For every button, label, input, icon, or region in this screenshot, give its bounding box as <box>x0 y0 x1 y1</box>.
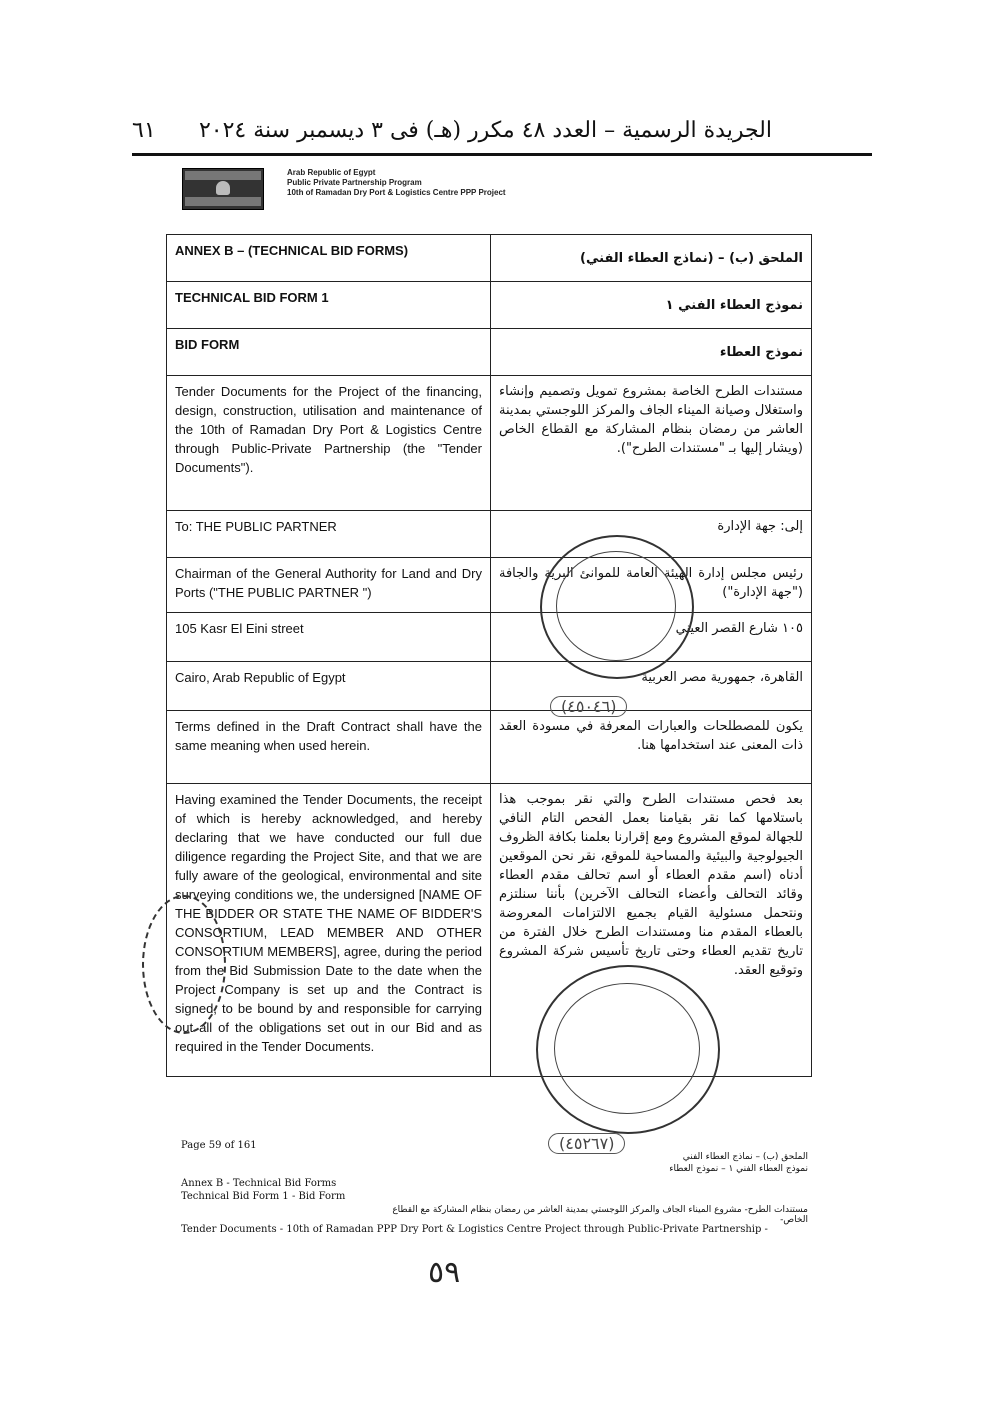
street-en: 105 Kasr El Eini street <box>167 613 491 662</box>
footer-page: Page 59 of 161 <box>181 1140 257 1151</box>
tender-documents-en: Tender Documents for the Project of the financing, design, construction, utilisation and maintenance of the 10th of Ramadan Dry Port & Logistics Centre through Public-Private Partnership (the "Tender Documents"). <box>167 376 491 511</box>
seal-stamp-icon <box>536 965 720 1134</box>
street-ar: ١٠٥ شارع القصر العيني <box>491 613 812 662</box>
gazette-header <box>132 112 872 152</box>
footer-tender-en: Tender Documents - 10th of Ramadan PPP Dry Port & Logistics Centre Project through Public-Private Partnership - <box>181 1224 768 1235</box>
gazette-page-number: ٦١ <box>132 118 156 143</box>
table-row <box>167 511 812 558</box>
addressee-ar: إلى: جهة الإدارة <box>491 511 812 558</box>
bid-form-label-en: BID FORM <box>167 329 491 376</box>
table-row <box>167 376 812 511</box>
terms-en: Terms defined in the Draft Contract shall have the same meaning when used herein. <box>167 711 491 784</box>
table-row <box>167 662 812 711</box>
chairman-en: Chairman of the General Authority for Land and Dry Ports ("THE PUBLIC PARTNER ") <box>167 558 491 613</box>
terms-ar: يكون للمصطلحات والعبارات المعرفة في مسودة العقد ذات المعنى عند استخدامها هنا. <box>491 711 812 784</box>
ppp-logo <box>182 168 264 210</box>
gazette-title: الجريدة الرسمية – العدد ٤٨ مكرر (هـ) فى ٣ ديسمبر سنة ٢٠٢٤ <box>198 118 772 143</box>
footer-tender-ar: مستندات الطرح- مشروع الميناء الجاف والمركز اللوجستي بمدينة العاشر من رمضان بنظام المشاركة مع القطاع الخاص- <box>392 1205 808 1225</box>
table-row <box>167 235 812 282</box>
declaration-en: Having examined the Tender Documents, the receipt of which is hereby acknowledged, and hereby declaring that we have conducted our full due diligence regarding the Project Site, and that we are fully aware of the geological, environmental and site surveying conditions we, the undersigned [NAME OF THE BIDDER OR STATE THE NAME OF BIDDER'S CONSORTIUM, LEAD MEMBER AND OTHER CONSORTIUM MEMBERS], agree, during the period from the Bid Submission Date to the date when the Project Company is set up and the Contract is signed, to be bound by and responsible for carrying out all of the obligations set out in our Bid and as required in the Tender Documents. <box>167 784 491 1077</box>
tender-documents-ar: مستندات الطرح الخاصة بمشروع تمويل وتصميم وإنشاء واستغلال وصيانة الميناء الجاف والمركز اللوجستي بمدينة العاشر من رمضان بنظام المشاركة مع القطاع الخاص (ويشار إليها بـ "مستندات الطرح"). <box>491 376 812 511</box>
project-header-line2: Public Private Partnership Program <box>287 178 422 187</box>
footer-annex: Annex B - Technical Bid Forms <box>181 1178 337 1189</box>
project-header-line1: Arab Republic of Egypt <box>287 168 376 177</box>
handwritten-page-number: ٥٩ <box>428 1255 461 1290</box>
table-row <box>167 558 812 613</box>
table-row <box>167 282 812 329</box>
footer-form: Technical Bid Form 1 - Bid Form <box>181 1191 346 1202</box>
bid-form-table <box>166 234 812 1077</box>
city-ar: القاهرة، جمهورية مصر العربية <box>491 662 812 711</box>
annex-title-ar: الملحق (ب) – (نماذج العطاء الفني) <box>491 235 812 282</box>
city-en: Cairo, Arab Republic of Egypt <box>167 662 491 711</box>
table-row <box>167 329 812 376</box>
seal-number-2: (٤٥٢٦٧) <box>548 1133 625 1154</box>
project-header-line3: 10th of Ramadan Dry Port & Logistics Centre PPP Project <box>287 188 506 197</box>
project-header <box>287 168 506 198</box>
addressee-en: To: THE PUBLIC PARTNER <box>167 511 491 558</box>
seal-stamp-icon <box>142 895 226 1034</box>
form-title-ar: نموذج العطاء الفني ١ <box>491 282 812 329</box>
footer-form-ar: نموذج العطاء الفني ١ – نموذج العطاء <box>669 1164 808 1174</box>
bid-form-label-ar: نموذج العطاء <box>491 329 812 376</box>
declaration-ar: بعد فحص مستندات الطرح والتي نقر بموجب هذا باستلامها كما نقر بقيامنا بعمل الفحص التام النافي للجهالة لموقع المشروع ومع إقرارنا بعلمنا بكافة الظروف الجيولوجية والبيئية والمساحية للموقع، نقر نحن الموقعين أدناه (اسم مقدم العطاء أو اسم تحالف مقدم العطاء وقائد التحالف وأعضاء التحالف الآخرين) بأننا سنلتزم ونتحمل مسئولية القيام بجميع الالتزامات المعروضة بالعطاء المقدم منا ومستندات الطرح خلال الفترة من تاريخ تقديم العطاء وحتى تاريخ تأسيس شركة المشروع وتوقيع العقد. <box>491 784 812 1077</box>
form-title-en: TECHNICAL BID FORM 1 <box>167 282 491 329</box>
table-row <box>167 613 812 662</box>
chairman-ar: رئيس مجلس إدارة الهيئة العامة للموانئ البرية والجافة ("جهة الإدارة") <box>491 558 812 613</box>
footer-annex-ar: الملحق (ب) – نماذج العطاء الفني <box>682 1152 808 1162</box>
eagle-emblem-icon <box>216 181 230 195</box>
seal-stamp-icon <box>540 535 694 679</box>
seal-number-1: (٤٥٠٤٦) <box>550 696 627 717</box>
header-rule <box>132 153 872 156</box>
table-row <box>167 711 812 784</box>
annex-title-en: ANNEX B – (TECHNICAL BID FORMS) <box>167 235 491 282</box>
